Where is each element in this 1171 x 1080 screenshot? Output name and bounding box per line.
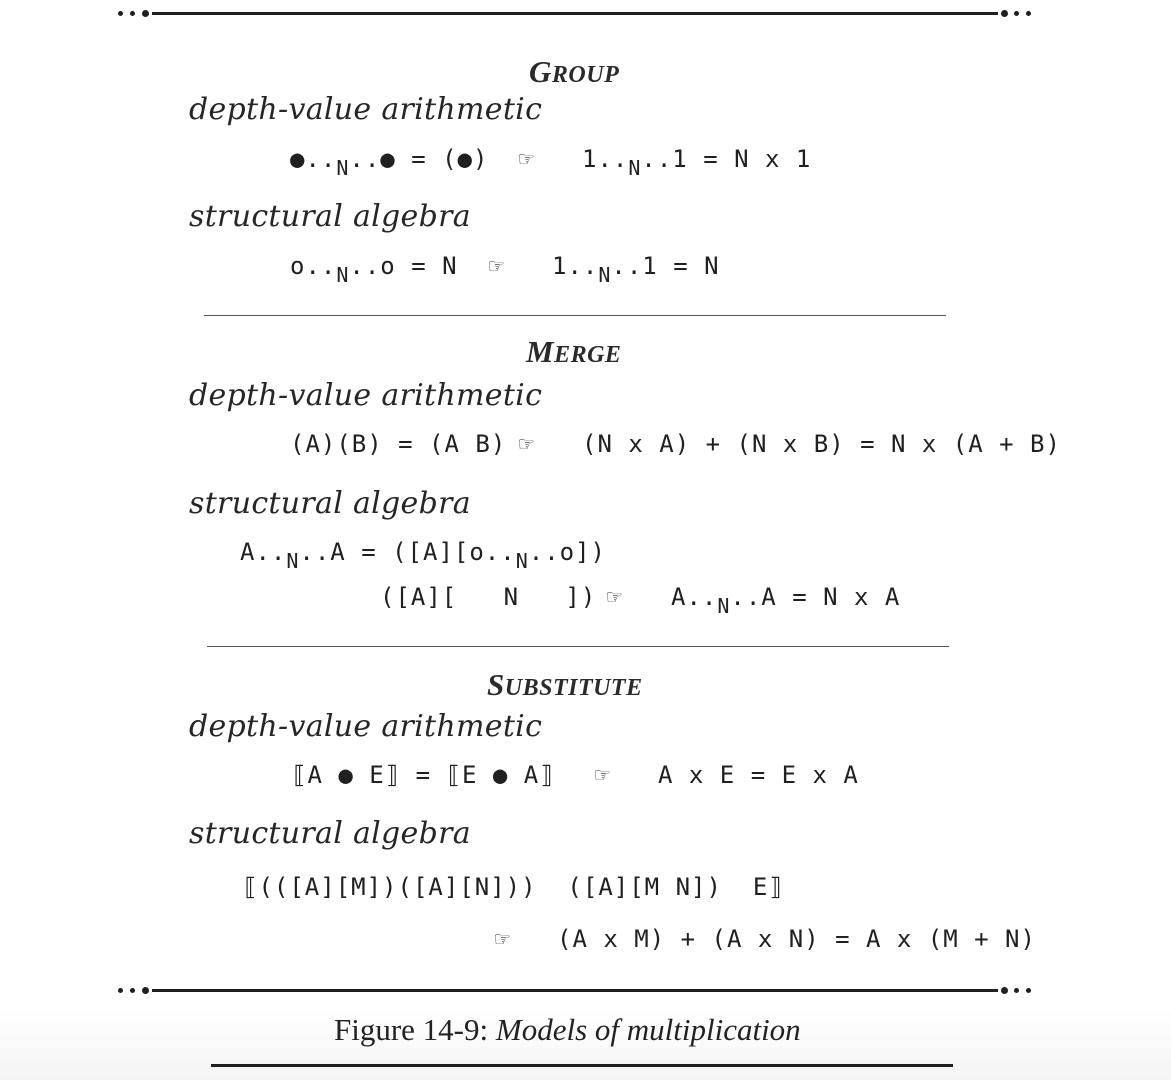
formula-line: $●.._N..●$ = (●) <box>290 145 489 180</box>
model-label-structural: structural algebra <box>189 199 471 234</box>
figure-title: Models of multiplication <box>495 1012 801 1047</box>
figure-number: Figure 14-9: <box>334 1012 489 1047</box>
section-title-substitute: SUBSTITUTE <box>487 667 643 702</box>
section-divider <box>204 315 946 316</box>
model-label-depth-value: depth-value arithmetic <box>189 709 543 744</box>
ornament-dot <box>1014 988 1019 993</box>
model-label-depth-value: depth-value arithmetic <box>189 378 543 413</box>
pointing-hand-icon: ☞ <box>489 252 505 280</box>
pointing-hand-icon: ☞ <box>607 583 623 611</box>
ornament-dot <box>142 10 149 17</box>
formula-line: ([A][ N ]) <box>380 583 597 611</box>
ornament-dot <box>1026 988 1031 993</box>
ornament-dot <box>118 11 123 16</box>
ornament-dot <box>1001 10 1008 17</box>
figure-caption <box>334 1012 801 1048</box>
section-title-group: GROUP <box>529 54 620 89</box>
pointing-hand-icon: ☞ <box>519 430 535 458</box>
pointing-hand-icon: ☞ <box>595 761 611 789</box>
section-divider <box>207 646 949 647</box>
formula-line: $o.._N..o = N$ <box>290 252 458 287</box>
ornament-dot <box>118 988 123 993</box>
ornament-dot <box>1001 987 1008 994</box>
formula-result: $1.._N..1 = N$ x 1 <box>582 145 812 180</box>
section-title-merge: MERGE <box>526 334 622 369</box>
formula-result: $1.._N..1 = N$ <box>552 252 720 287</box>
pointing-hand-icon: ☞ <box>519 145 535 173</box>
formula-line: (A)(B) = (A B) <box>290 430 507 458</box>
model-label-depth-value: depth-value arithmetic <box>189 92 543 127</box>
ornament-dot <box>1026 11 1031 16</box>
caption-underline <box>211 1064 953 1067</box>
model-label-structural: structural algebra <box>189 486 471 521</box>
ornament-dot <box>1014 11 1019 16</box>
formula-line: ⟦A ● E⟧ = ⟦E ● A⟧ <box>292 761 555 789</box>
formula-line: $A.._N..A = ([A][o.._N..o])$ <box>240 538 606 573</box>
formula-result: (N x A) + (N x B) = N x (A + B) <box>582 430 1061 458</box>
ornament-dot <box>130 988 135 993</box>
rule-line <box>152 12 998 15</box>
formula-result: (A x M) + (A x N) = A x (M + N) <box>557 925 1036 953</box>
ornament-dot <box>130 11 135 16</box>
formula-result: $A.._N..A = N$ x A <box>671 583 901 618</box>
model-label-structural: structural algebra <box>189 816 471 851</box>
rule-line <box>152 989 998 992</box>
formula-result: A x E = E x A <box>658 761 859 789</box>
ornament-dot <box>142 987 149 994</box>
formula-line: ⟦(([A][M])([A][N])) ([A][M N]) E⟧ <box>243 873 784 901</box>
pointing-hand-icon: ☞ <box>495 925 511 953</box>
